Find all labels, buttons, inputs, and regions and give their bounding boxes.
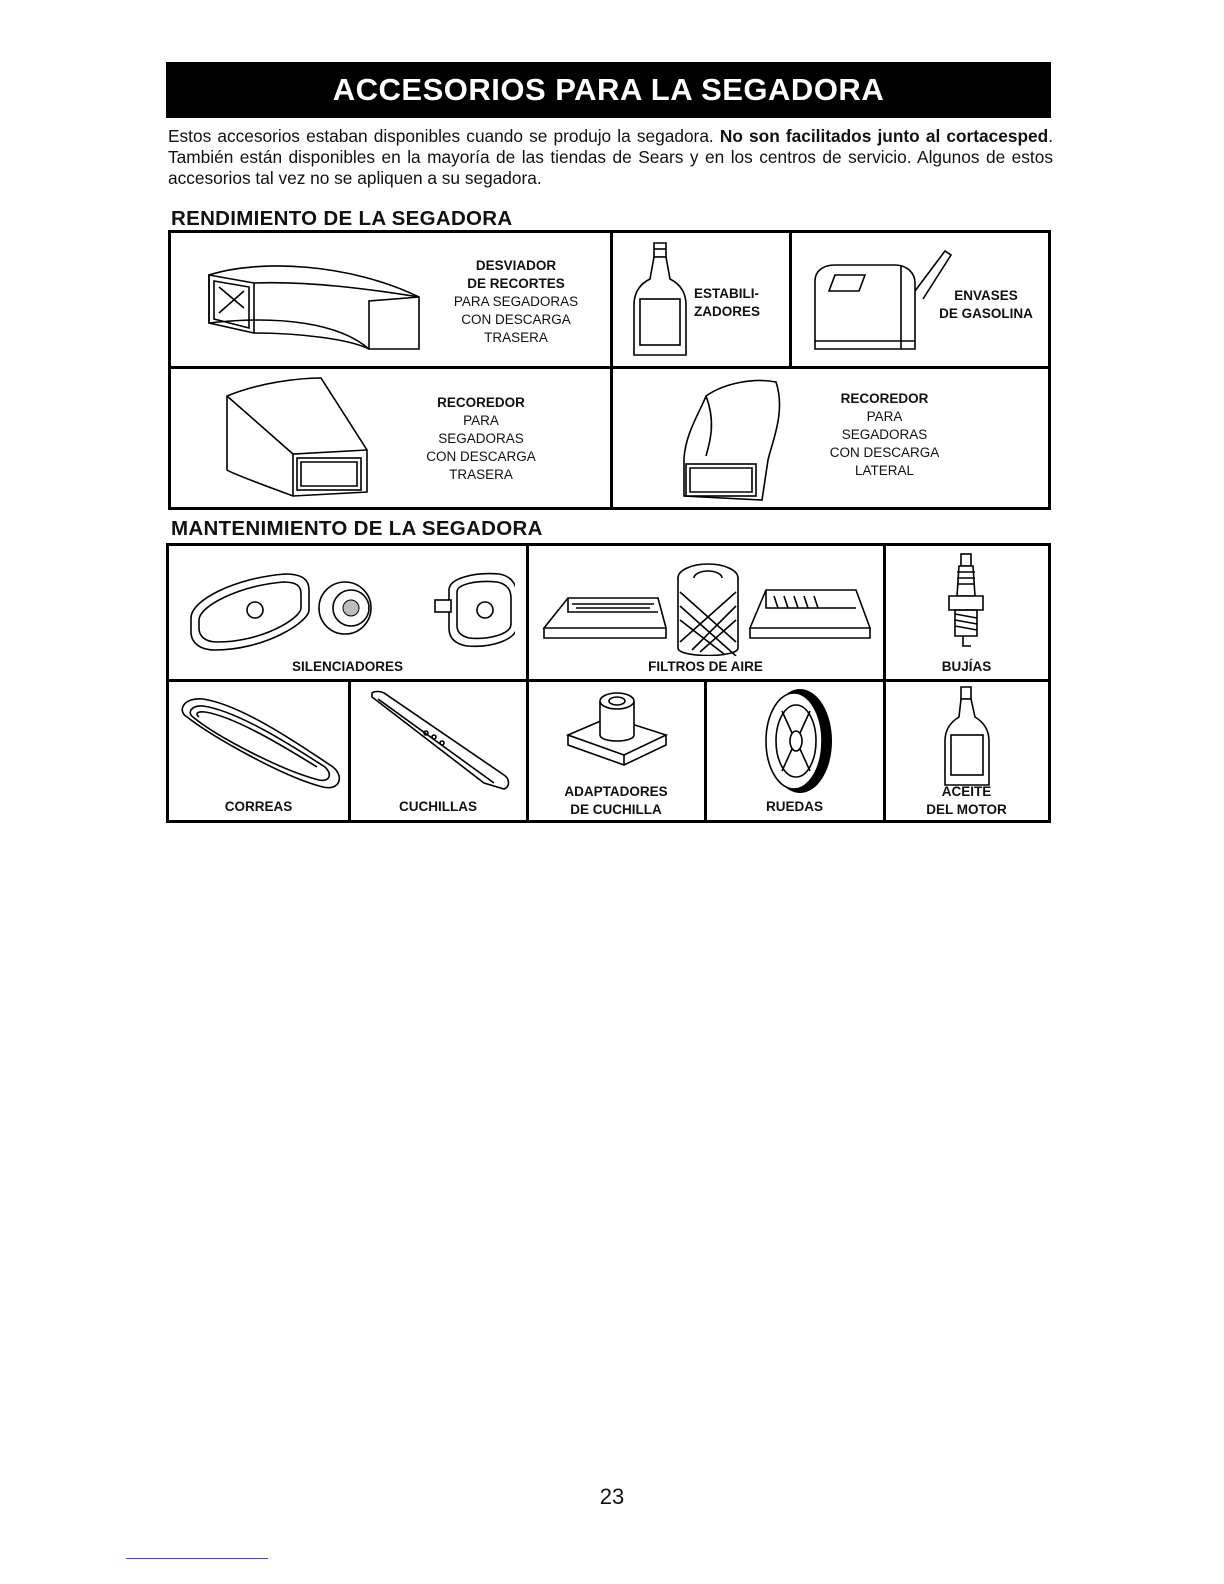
air-filter-icon (540, 556, 874, 656)
oil-bottle-icon (943, 685, 991, 789)
maintenance-cell-spark-plugs (885, 546, 1048, 679)
label-bold-line: ACEITE (941, 784, 992, 799)
label-line: CON DESCARGA (829, 445, 940, 460)
label-bold-line: ESTABILI- (694, 286, 759, 301)
label-line: SEGADORAS (841, 427, 928, 442)
label-bold-line: RECOREDOR (437, 395, 525, 410)
maintenance-cell-engine-oil (885, 681, 1048, 820)
accessory-cell-stabilizers (612, 233, 789, 366)
intro-paragraph (168, 126, 1053, 189)
label-line: CON DESCARGA (461, 312, 571, 327)
maintenance-heading: MANTENIMIENTO DE LA SEGADORA (171, 517, 543, 540)
label-bold-line: ZADORES (694, 304, 761, 319)
label-bold-line: ENVASES (954, 288, 1018, 303)
accessory-label-rear-bagger (406, 394, 556, 484)
label-bold-line: RECOREDOR (840, 391, 929, 406)
intro-bold-text: No son facilitados junto al cortacesped (719, 126, 1049, 146)
muffler-icon (185, 570, 515, 652)
maintenance-cell-belts (169, 681, 348, 820)
label-bold-line: DESVIADOR (475, 258, 557, 273)
wheel-icon (756, 685, 836, 797)
label-line: LATERAL (854, 463, 915, 478)
footer-rule (126, 1558, 268, 1559)
maintenance-label-blade-adapters (528, 783, 704, 819)
blade-icon (364, 687, 514, 795)
intro-text-1: Estos accesorios estaban disponibles cuando se produjo la segadora. (168, 126, 720, 146)
maintenance-label-belts: CORREAS (224, 799, 293, 814)
performance-heading: RENDIMIENTO DE LA SEGADORA (171, 207, 513, 230)
maintenance-cell-blade-adapters (528, 681, 704, 820)
label-bold-line: DEL MOTOR (926, 802, 1007, 817)
label-bold-line: DE GASOLINA (939, 306, 1033, 321)
spark-plug-icon (943, 552, 989, 652)
maintenance-label-wheels: RUEDAS (765, 799, 823, 814)
rear-bagger-icon (221, 374, 371, 502)
label-line: SEGADORAS (438, 431, 524, 446)
accessory-label-stabilizers (694, 285, 774, 321)
maintenance-label-mufflers: SILENCIADORES (291, 659, 403, 674)
page-title: ACCESORIOS PARA LA SEGADORA (166, 62, 1051, 118)
maintenance-label-air-filters: FILTROS DE AIRE (648, 659, 763, 674)
maintenance-cell-air-filters (528, 546, 883, 679)
label-line: TRASERA (484, 330, 548, 345)
accessory-cell-rear-bagger (171, 368, 610, 507)
maintenance-cell-wheels (706, 681, 883, 820)
label-line: TRASERA (449, 467, 513, 482)
stabilizer-bottle-icon (630, 239, 690, 361)
maintenance-grid (166, 543, 1051, 823)
page-number: 23 (599, 1484, 625, 1509)
blade-adapter-icon (564, 687, 670, 777)
belt-icon (173, 687, 345, 793)
performance-grid (168, 230, 1051, 510)
accessory-cell-gas-cans (791, 233, 1048, 366)
maintenance-label-engine-oil (885, 783, 1048, 819)
maintenance-label-spark-plugs: BUJÍAS (941, 659, 992, 674)
side-bagger-icon (676, 372, 796, 504)
label-line: PARA SEGADORAS (453, 294, 579, 309)
intro-text-2: . También están disponibles en la mayoría de las tiendas de Sears y en los centros de servicio. Algunos de estos accesorios tal vez no se apliquen a su segadora. (168, 126, 1053, 188)
label-bold-line: DE RECORTES (467, 276, 565, 291)
clipping-deflector-icon (199, 253, 429, 353)
accessory-label-gas-cans (926, 287, 1046, 323)
label-bold-line: ADAPTADORES (564, 784, 668, 799)
label-line: PARA (463, 413, 499, 428)
maintenance-label-blades: CUCHILLAS (399, 799, 477, 814)
label-bold-line: DE CUCHILLA (570, 802, 662, 817)
maintenance-cell-mufflers (169, 546, 526, 679)
accessory-label-deflector (441, 257, 591, 347)
accessory-cell-deflector (171, 233, 610, 366)
accessory-cell-side-bagger (612, 368, 1048, 507)
label-line: PARA (866, 409, 903, 424)
maintenance-cell-blades (350, 681, 526, 820)
label-line: CON DESCARGA (426, 449, 536, 464)
accessory-label-side-bagger (812, 390, 957, 480)
